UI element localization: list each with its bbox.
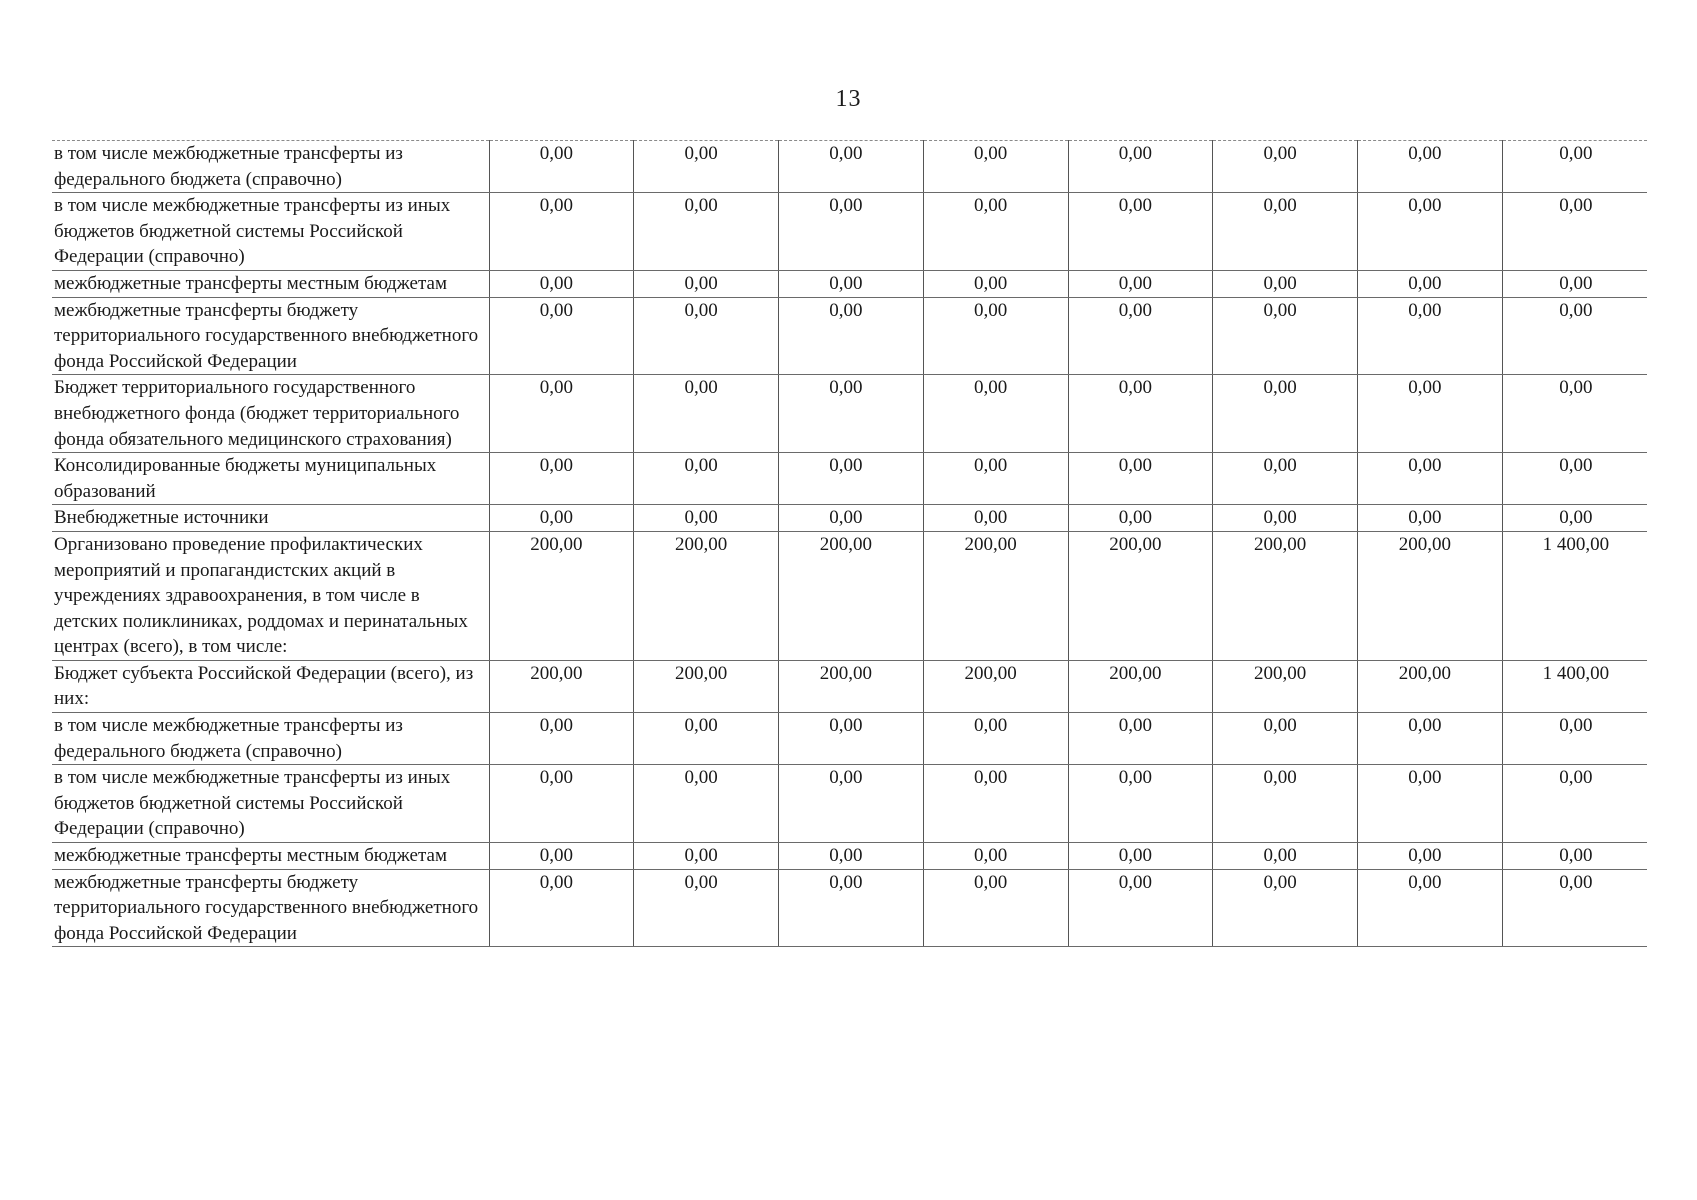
row-label: Бюджет субъекта Российской Федерации (всего), из них: xyxy=(52,660,489,712)
value-cell: 0,00 xyxy=(634,505,779,532)
value-cell: 0,00 xyxy=(634,453,779,505)
row-label: межбюджетные трансферты местным бюджетам xyxy=(52,843,489,870)
value-cell: 0,00 xyxy=(923,505,1068,532)
page-number: 13 xyxy=(835,86,862,112)
value-cell: 0,00 xyxy=(634,869,779,947)
total-cell: 0,00 xyxy=(1502,375,1647,453)
value-cell: 0,00 xyxy=(1213,505,1358,532)
value-cell: 200,00 xyxy=(1068,660,1213,712)
value-cell: 0,00 xyxy=(1068,713,1213,765)
row-label: межбюджетные трансферты бюджету территориального государственного внебюджетного фонда Российской Федерации xyxy=(52,297,489,375)
value-cell: 0,00 xyxy=(779,193,924,271)
value-cell: 0,00 xyxy=(923,765,1068,843)
value-cell: 0,00 xyxy=(1068,270,1213,297)
value-cell: 0,00 xyxy=(634,765,779,843)
value-cell: 0,00 xyxy=(489,297,634,375)
value-cell: 0,00 xyxy=(489,193,634,271)
value-cell: 200,00 xyxy=(1358,531,1503,660)
value-cell: 0,00 xyxy=(1213,765,1358,843)
value-cell: 0,00 xyxy=(923,869,1068,947)
table-row xyxy=(52,193,1647,271)
total-cell: 0,00 xyxy=(1502,453,1647,505)
value-cell: 0,00 xyxy=(489,375,634,453)
value-cell: 0,00 xyxy=(1213,869,1358,947)
total-cell: 0,00 xyxy=(1502,297,1647,375)
row-label: межбюджетные трансферты местным бюджетам xyxy=(52,270,489,297)
total-cell: 0,00 xyxy=(1502,193,1647,271)
value-cell: 0,00 xyxy=(489,765,634,843)
value-cell: 0,00 xyxy=(1068,193,1213,271)
value-cell: 0,00 xyxy=(779,765,924,843)
table-row xyxy=(52,843,1647,870)
value-cell: 0,00 xyxy=(489,843,634,870)
value-cell: 0,00 xyxy=(489,270,634,297)
value-cell: 0,00 xyxy=(1358,297,1503,375)
value-cell: 0,00 xyxy=(779,141,924,193)
row-label: в том числе межбюджетные трансферты из иных бюджетов бюджетной системы Российской Федерации (справочно) xyxy=(52,765,489,843)
value-cell: 0,00 xyxy=(1213,453,1358,505)
value-cell: 0,00 xyxy=(1358,713,1503,765)
table-row xyxy=(52,453,1647,505)
value-cell: 0,00 xyxy=(489,453,634,505)
value-cell: 0,00 xyxy=(1358,193,1503,271)
value-cell: 200,00 xyxy=(634,660,779,712)
row-label: Организовано проведение профилактических мероприятий и пропагандистских акций в учреждениях здравоохранения, в том числе в детских поликлиниках, роддомах и перинатальных центрах (всего), в том числе: xyxy=(52,531,489,660)
row-label: межбюджетные трансферты бюджету территориального государственного внебюджетного фонда Российской Федерации xyxy=(52,869,489,947)
total-cell: 1 400,00 xyxy=(1502,531,1647,660)
value-cell: 0,00 xyxy=(1213,270,1358,297)
value-cell: 0,00 xyxy=(1358,270,1503,297)
row-label: Внебюджетные источники xyxy=(52,505,489,532)
value-cell: 0,00 xyxy=(923,297,1068,375)
value-cell: 0,00 xyxy=(923,713,1068,765)
value-cell: 0,00 xyxy=(923,843,1068,870)
value-cell: 0,00 xyxy=(489,713,634,765)
table-row xyxy=(52,505,1647,532)
value-cell: 200,00 xyxy=(779,531,924,660)
value-cell: 0,00 xyxy=(779,297,924,375)
value-cell: 0,00 xyxy=(634,375,779,453)
value-cell: 0,00 xyxy=(634,141,779,193)
value-cell: 0,00 xyxy=(779,843,924,870)
value-cell: 0,00 xyxy=(779,270,924,297)
value-cell: 0,00 xyxy=(779,713,924,765)
value-cell: 0,00 xyxy=(779,453,924,505)
value-cell: 0,00 xyxy=(634,193,779,271)
value-cell: 0,00 xyxy=(1358,453,1503,505)
total-cell: 0,00 xyxy=(1502,141,1647,193)
value-cell: 0,00 xyxy=(1068,141,1213,193)
total-cell: 0,00 xyxy=(1502,843,1647,870)
value-cell: 0,00 xyxy=(1358,505,1503,532)
total-cell: 0,00 xyxy=(1502,713,1647,765)
table-row xyxy=(52,660,1647,712)
total-cell: 0,00 xyxy=(1502,765,1647,843)
table-row xyxy=(52,765,1647,843)
value-cell: 0,00 xyxy=(1213,843,1358,870)
value-cell: 200,00 xyxy=(779,660,924,712)
value-cell: 200,00 xyxy=(923,531,1068,660)
table-row xyxy=(52,869,1647,947)
value-cell: 0,00 xyxy=(923,453,1068,505)
value-cell: 0,00 xyxy=(1213,193,1358,271)
value-cell: 0,00 xyxy=(634,713,779,765)
value-cell: 0,00 xyxy=(779,505,924,532)
value-cell: 0,00 xyxy=(1068,375,1213,453)
value-cell: 0,00 xyxy=(1358,375,1503,453)
value-cell: 200,00 xyxy=(489,531,634,660)
value-cell: 0,00 xyxy=(923,375,1068,453)
value-cell: 0,00 xyxy=(1068,869,1213,947)
row-label: в том числе межбюджетные трансферты из федерального бюджета (справочно) xyxy=(52,713,489,765)
total-cell: 0,00 xyxy=(1502,270,1647,297)
value-cell: 0,00 xyxy=(923,193,1068,271)
budget-table xyxy=(52,140,1647,947)
value-cell: 0,00 xyxy=(634,843,779,870)
value-cell: 200,00 xyxy=(489,660,634,712)
table-row xyxy=(52,270,1647,297)
value-cell: 200,00 xyxy=(634,531,779,660)
value-cell: 200,00 xyxy=(923,660,1068,712)
table-row xyxy=(52,297,1647,375)
value-cell: 0,00 xyxy=(923,270,1068,297)
value-cell: 0,00 xyxy=(1358,765,1503,843)
row-label: в том числе межбюджетные трансферты из федерального бюджета (справочно) xyxy=(52,141,489,193)
table-row xyxy=(52,141,1647,193)
value-cell: 0,00 xyxy=(1068,505,1213,532)
value-cell: 0,00 xyxy=(489,869,634,947)
value-cell: 0,00 xyxy=(489,505,634,532)
total-cell: 0,00 xyxy=(1502,869,1647,947)
row-label: Консолидированные бюджеты муниципальных образований xyxy=(52,453,489,505)
value-cell: 200,00 xyxy=(1213,531,1358,660)
value-cell: 0,00 xyxy=(1068,297,1213,375)
value-cell: 0,00 xyxy=(1358,843,1503,870)
value-cell: 0,00 xyxy=(779,375,924,453)
value-cell: 200,00 xyxy=(1068,531,1213,660)
value-cell: 0,00 xyxy=(1068,453,1213,505)
row-label: в том числе межбюджетные трансферты из иных бюджетов бюджетной системы Российской Федерации (справочно) xyxy=(52,193,489,271)
table-row xyxy=(52,375,1647,453)
total-cell: 0,00 xyxy=(1502,505,1647,532)
value-cell: 200,00 xyxy=(1213,660,1358,712)
value-cell: 0,00 xyxy=(1068,765,1213,843)
value-cell: 0,00 xyxy=(1213,141,1358,193)
value-cell: 0,00 xyxy=(779,869,924,947)
total-cell: 1 400,00 xyxy=(1502,660,1647,712)
table-row xyxy=(52,713,1647,765)
value-cell: 0,00 xyxy=(1213,713,1358,765)
value-cell: 0,00 xyxy=(923,141,1068,193)
value-cell: 0,00 xyxy=(1358,869,1503,947)
value-cell: 0,00 xyxy=(634,270,779,297)
value-cell: 200,00 xyxy=(1358,660,1503,712)
table-row xyxy=(52,531,1647,660)
value-cell: 0,00 xyxy=(1213,297,1358,375)
value-cell: 0,00 xyxy=(1213,375,1358,453)
value-cell: 0,00 xyxy=(1358,141,1503,193)
value-cell: 0,00 xyxy=(1068,843,1213,870)
value-cell: 0,00 xyxy=(489,141,634,193)
value-cell: 0,00 xyxy=(634,297,779,375)
row-label: Бюджет территориального государственного внебюджетного фонда (бюджет территориального фонда обязательного медицинского страхования) xyxy=(52,375,489,453)
